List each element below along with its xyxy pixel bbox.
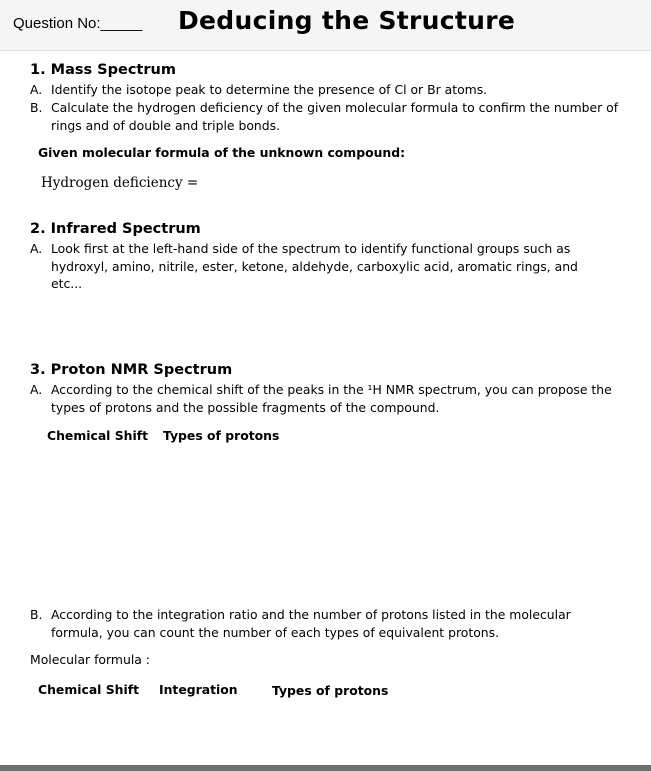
list-item-text: According to the chemical shift of the peaks in the ¹H NMR spectrum, you can propose the types of protons and the possible fragments of the compound. (51, 382, 612, 415)
given-formula-label: Given molecular formula of the unknown compound: (38, 145, 406, 160)
list-marker: A. (30, 82, 43, 97)
list-item (30, 381, 635, 417)
list-item (30, 81, 630, 99)
list-marker: B. (30, 607, 43, 622)
column-header-integration: Integration (159, 682, 238, 697)
section-heading-proton-nmr: 3. Proton NMR Spectrum (30, 362, 233, 378)
list-item (30, 606, 635, 642)
question-number-label: Question No:_____ (13, 15, 143, 32)
molecular-formula-label: Molecular formula : (30, 652, 150, 667)
list-item-text: Identify the isotope peak to determine the presence of Cl or Br atoms. (51, 82, 488, 97)
page-title: Deducing the Structure (178, 6, 516, 35)
section-heading-infrared-spectrum: 2. Infrared Spectrum (30, 221, 201, 237)
column-header-types-of-protons: Types of protons (272, 683, 389, 698)
header-band (0, 0, 651, 51)
column-header-chemical-shift: Chemical Shift (47, 428, 149, 443)
list-item-text: According to the integration ratio and the number of protons listed in the molecular formula, you can count the number of each types of equivalent protons. (51, 607, 571, 640)
list-item-text: Look first at the left-hand side of the spectrum to identify functional groups such as hydroxyl, amino, nitrile, ester, ketone, aldehyde, carboxylic acid, aromatic rings, and etc... (51, 241, 578, 291)
list-item (30, 99, 630, 135)
list-item-text: Calculate the hydrogen deficiency of the given molecular formula to confirm the number of rings and of double and triple bonds. (51, 100, 619, 133)
column-header-chemical-shift: Chemical Shift (38, 682, 140, 697)
section-heading-mass-spectrum: 1. Mass Spectrum (30, 62, 176, 78)
list-marker: A. (30, 382, 43, 397)
list-marker: B. (30, 100, 43, 115)
list-item (30, 240, 630, 291)
list-marker: A. (30, 241, 43, 256)
column-header-types-of-protons: Types of protons (163, 428, 280, 443)
hydrogen-deficiency-label: Hydrogen deficiency = (41, 175, 199, 191)
